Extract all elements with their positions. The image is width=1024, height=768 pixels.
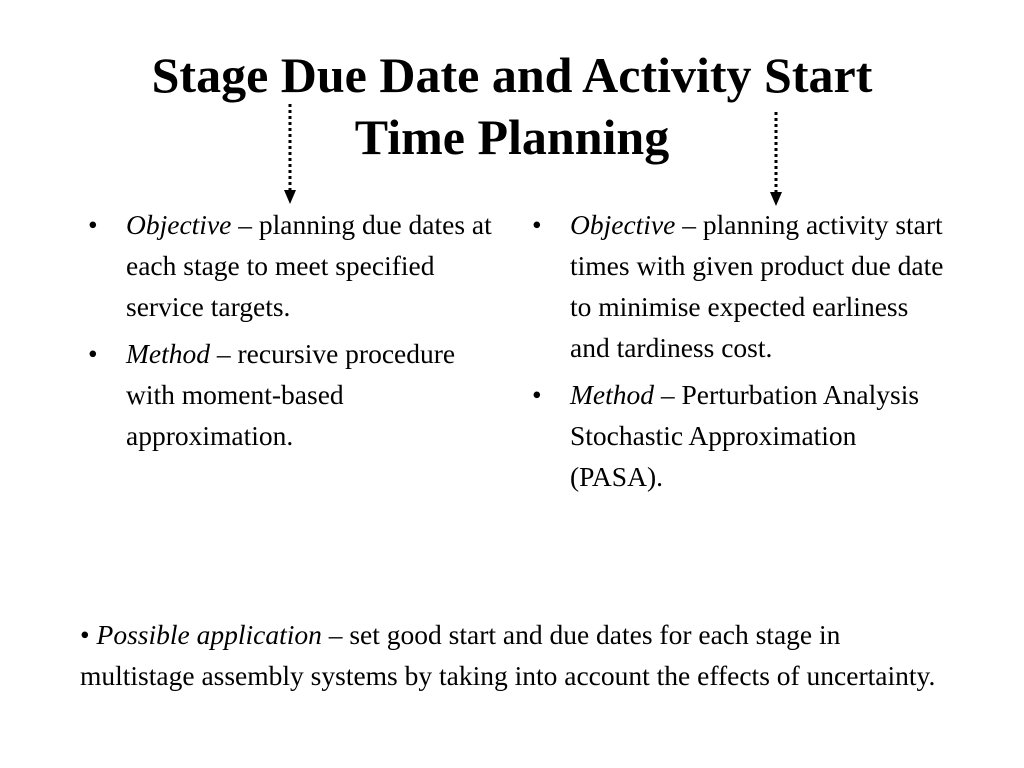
slide-title [60, 44, 964, 168]
dotted-arrow-down-icon [768, 112, 784, 206]
list-item [88, 333, 508, 456]
bullet-term: Objective [570, 209, 676, 240]
bullet-text: recursive procedure with moment-based approximation. [126, 338, 456, 451]
footer-text: set good start and due dates for each stage in multistage assembly systems by taking into account the effects of uncertainty. [80, 619, 936, 691]
bullet-icon: • [532, 379, 542, 410]
list-item [532, 374, 952, 497]
footer-term: Possible application [96, 619, 322, 650]
title-line-2: Time Planning [354, 109, 670, 165]
footer-bullet-icon: • [80, 619, 90, 650]
list-item [88, 204, 508, 327]
title-line-1: Stage Due Date and Activity Start [151, 47, 873, 103]
dash-separator: – [210, 338, 238, 369]
dash-separator: – [654, 379, 682, 410]
footer-paragraph [80, 614, 960, 696]
right-bullet-list [532, 204, 952, 503]
dash-separator: – [321, 619, 350, 650]
dash-separator: – [675, 209, 703, 240]
list-item [532, 204, 952, 368]
bullet-term: Method [126, 338, 211, 369]
bullet-icon: • [88, 338, 98, 369]
bullet-text: Perturbation Analysis Stochastic Approximation (PASA). [570, 379, 920, 492]
dotted-arrow-down-icon [282, 104, 298, 204]
bullet-text: planning activity start times with given product due date to minimise expected earliness and tardiness cost. [570, 209, 944, 363]
dash-separator: – [231, 209, 259, 240]
bullet-icon: • [88, 209, 98, 240]
bullet-icon: • [532, 209, 542, 240]
bullet-text: planning due dates at each stage to meet specified service targets. [126, 209, 492, 322]
bullet-term: Objective [126, 209, 232, 240]
left-bullet-list [88, 204, 508, 462]
bullet-term: Method [570, 379, 655, 410]
